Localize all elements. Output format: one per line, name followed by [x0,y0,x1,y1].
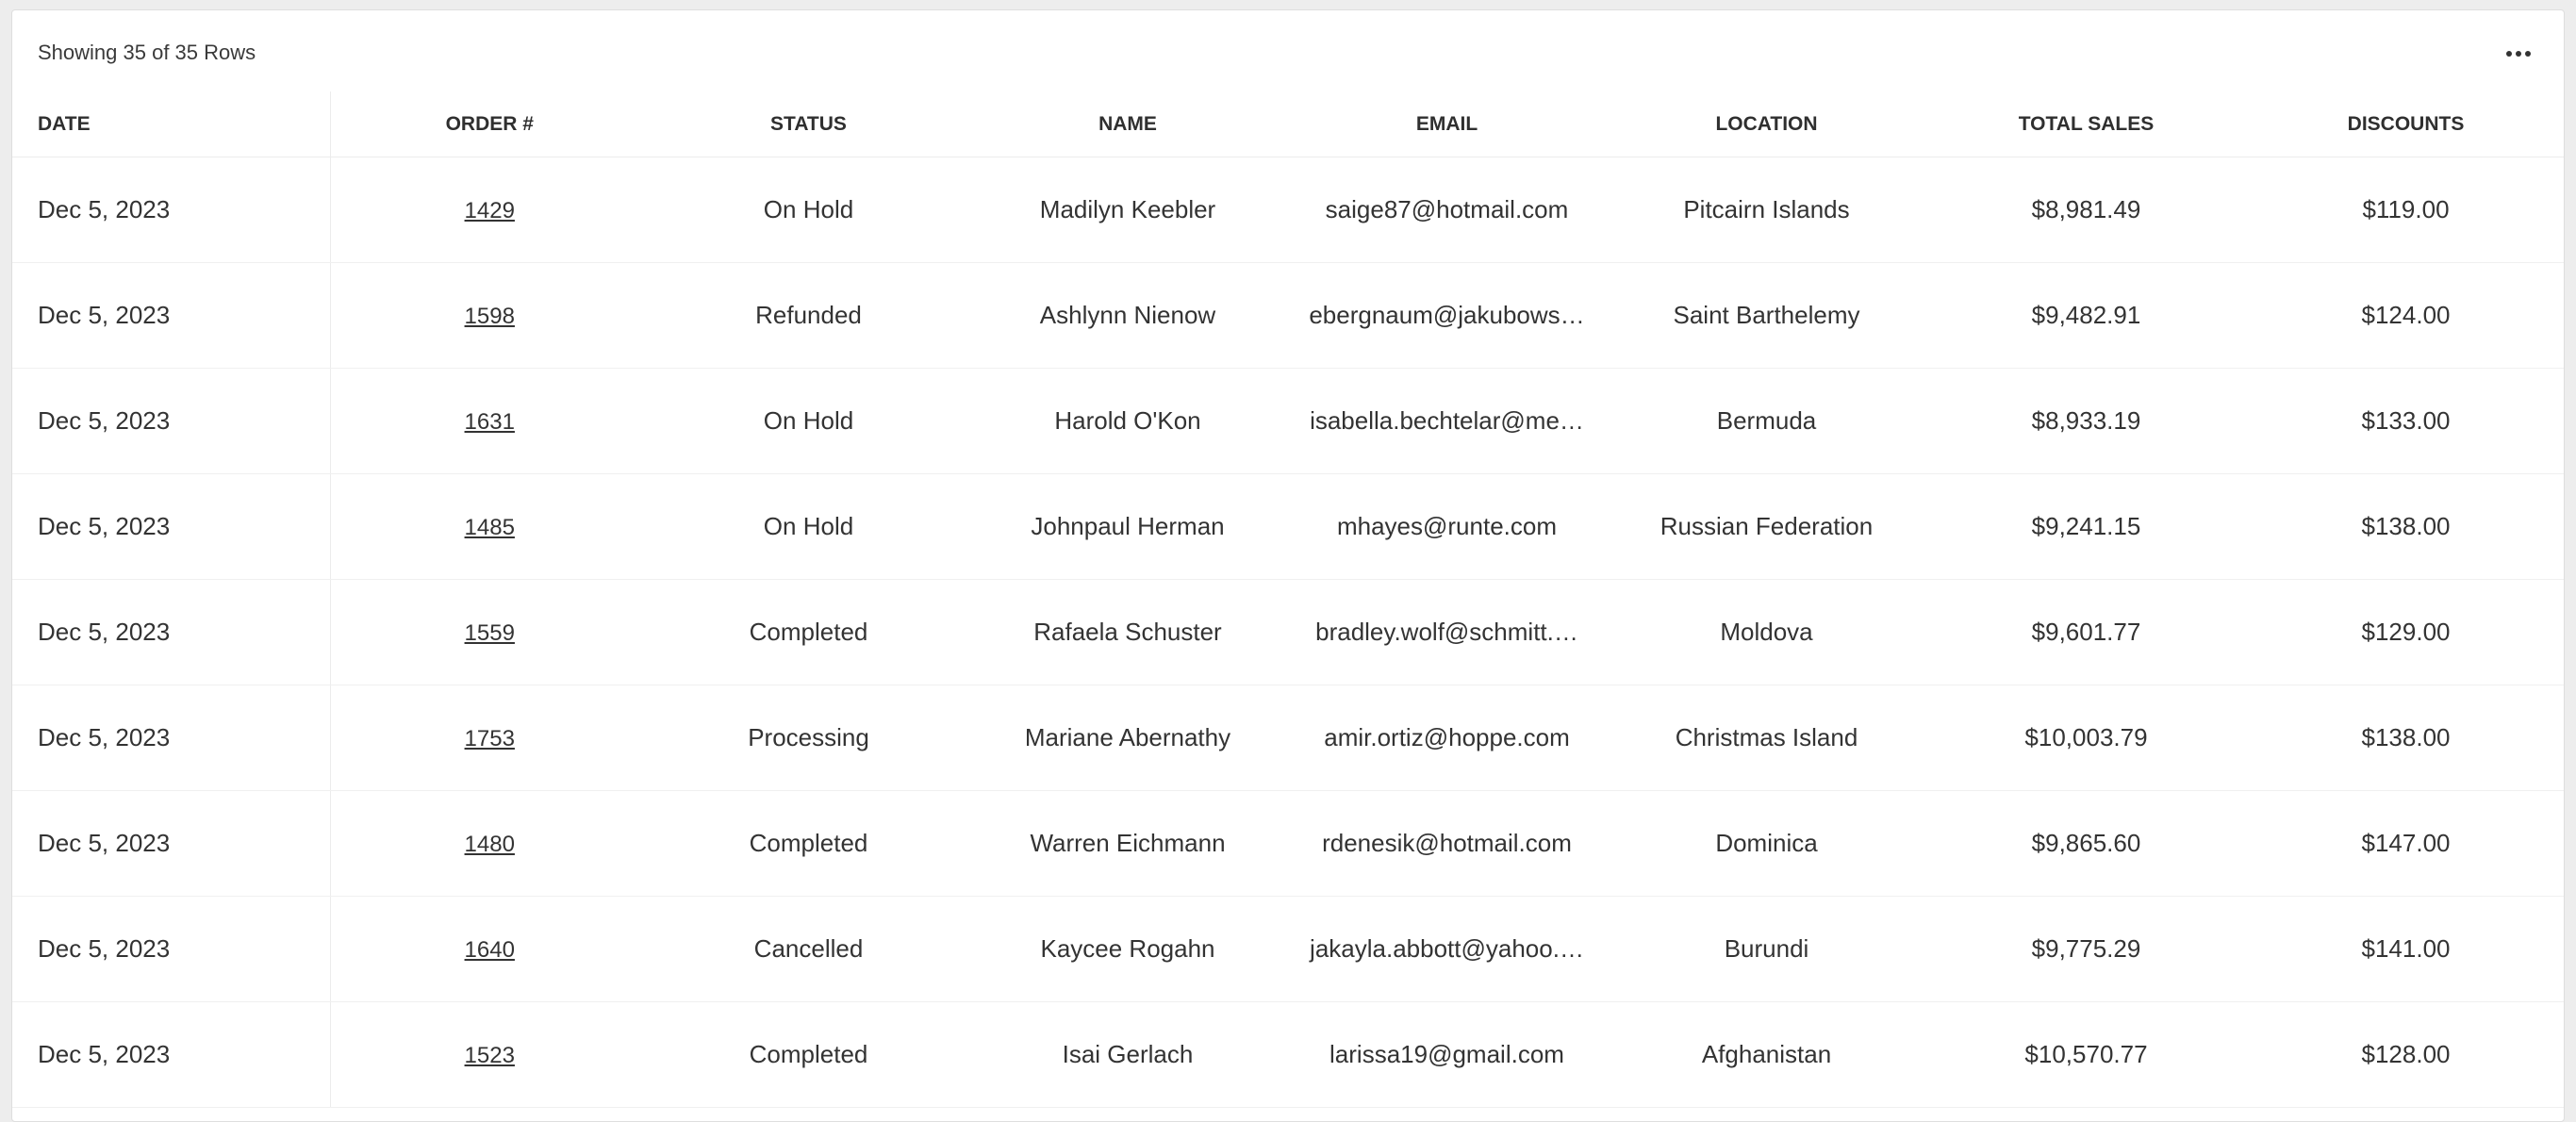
cell-location: Dominica [1607,791,1926,897]
table-body [12,157,2565,1108]
cell-name: Harold O'Kon [968,369,1287,474]
column-header-discounts[interactable]: DISCOUNTS [2246,91,2565,157]
table-row [12,263,2565,369]
cell-status: Cancelled [649,897,968,1002]
cell-total-sales: $9,601.77 [1926,580,2246,685]
cell-name: Johnpaul Herman [968,474,1287,580]
column-header-date[interactable]: DATE [12,91,330,157]
cell-order [330,157,649,263]
cell-status: On Hold [649,157,968,263]
cell-location: Afghanistan [1607,1002,1926,1108]
table-toolbar [12,10,2564,91]
order-number-link[interactable]: 1753 [464,726,515,751]
cell-email: bradley.wolf@schmitt.… [1287,580,1607,685]
cell-email: larissa19@gmail.com [1287,1002,1607,1108]
order-number-link[interactable]: 1598 [464,304,515,329]
table-row [12,685,2565,791]
cell-discounts: $129.00 [2246,580,2565,685]
cell-date: Dec 5, 2023 [12,157,330,263]
cell-name: Madilyn Keebler [968,157,1287,263]
more-options-icon[interactable] [2500,42,2537,65]
cell-location: Pitcairn Islands [1607,157,1926,263]
order-number-link[interactable]: 1523 [464,1043,515,1068]
cell-location: Christmas Island [1607,685,1926,791]
column-header-order[interactable]: ORDER # [330,91,649,157]
orders-table [12,91,2565,1108]
cell-location: Russian Federation [1607,474,1926,580]
cell-order [330,474,649,580]
table-row [12,474,2565,580]
cell-order [330,1002,649,1108]
cell-discounts: $124.00 [2246,263,2565,369]
order-number-link[interactable]: 1480 [464,832,515,857]
cell-total-sales: $10,003.79 [1926,685,2246,791]
cell-email: isabella.bechtelar@me… [1287,369,1607,474]
cell-location: Moldova [1607,580,1926,685]
order-number-link[interactable]: 1640 [464,937,515,963]
cell-status: On Hold [649,474,968,580]
order-number-link[interactable]: 1429 [464,198,515,223]
column-header-email[interactable]: EMAIL [1287,91,1607,157]
column-header-total-sales[interactable]: TOTAL SALES [1926,91,2246,157]
cell-total-sales: $9,482.91 [1926,263,2246,369]
cell-name: Ashlynn Nienow [968,263,1287,369]
cell-location: Bermuda [1607,369,1926,474]
cell-discounts: $147.00 [2246,791,2565,897]
table-row [12,1002,2565,1108]
table-row [12,369,2565,474]
cell-location: Saint Barthelemy [1607,263,1926,369]
cell-date: Dec 5, 2023 [12,580,330,685]
table-row [12,897,2565,1002]
more-dot [2516,51,2521,57]
cell-name: Kaycee Rogahn [968,897,1287,1002]
order-number-link[interactable]: 1485 [464,515,515,540]
more-dot [2506,51,2512,57]
cell-email: mhayes@runte.com [1287,474,1607,580]
cell-total-sales: $8,981.49 [1926,157,2246,263]
cell-email: rdenesik@hotmail.com [1287,791,1607,897]
cell-name: Warren Eichmann [968,791,1287,897]
cell-email: amir.ortiz@hoppe.com [1287,685,1607,791]
cell-discounts: $133.00 [2246,369,2565,474]
order-number-link[interactable]: 1631 [464,409,515,435]
cell-discounts: $138.00 [2246,474,2565,580]
cell-date: Dec 5, 2023 [12,1002,330,1108]
cell-status: Refunded [649,263,968,369]
more-dot [2525,51,2531,57]
cell-total-sales: $9,865.60 [1926,791,2246,897]
cell-date: Dec 5, 2023 [12,897,330,1002]
cell-status: Completed [649,1002,968,1108]
cell-order [330,685,649,791]
cell-status: Completed [649,791,968,897]
cell-email: saige87@hotmail.com [1287,157,1607,263]
cell-location: Burundi [1607,897,1926,1002]
column-header-location[interactable]: LOCATION [1607,91,1926,157]
cell-date: Dec 5, 2023 [12,369,330,474]
cell-order [330,580,649,685]
column-header-status[interactable]: STATUS [649,91,968,157]
cell-status: Completed [649,580,968,685]
orders-table-card [11,9,2565,1122]
table-row [12,791,2565,897]
cell-name: Mariane Abernathy [968,685,1287,791]
cell-discounts: $141.00 [2246,897,2565,1002]
cell-name: Isai Gerlach [968,1002,1287,1108]
order-number-link[interactable]: 1559 [464,620,515,646]
cell-discounts: $138.00 [2246,685,2565,791]
cell-date: Dec 5, 2023 [12,685,330,791]
cell-order [330,897,649,1002]
cell-total-sales: $8,933.19 [1926,369,2246,474]
cell-discounts: $128.00 [2246,1002,2565,1108]
table-header-row [12,91,2565,157]
cell-name: Rafaela Schuster [968,580,1287,685]
cell-date: Dec 5, 2023 [12,791,330,897]
cell-status: Processing [649,685,968,791]
cell-email: ebergnaum@jakubows… [1287,263,1607,369]
cell-total-sales: $10,570.77 [1926,1002,2246,1108]
table-row [12,580,2565,685]
column-header-name[interactable]: NAME [968,91,1287,157]
cell-email: jakayla.abbott@yahoo.… [1287,897,1607,1002]
table-row [12,157,2565,263]
cell-discounts: $119.00 [2246,157,2565,263]
cell-order [330,791,649,897]
cell-order [330,369,649,474]
cell-date: Dec 5, 2023 [12,263,330,369]
cell-total-sales: $9,775.29 [1926,897,2246,1002]
row-count-label: Showing 35 of 35 Rows [38,41,256,64]
cell-total-sales: $9,241.15 [1926,474,2246,580]
cell-status: On Hold [649,369,968,474]
cell-date: Dec 5, 2023 [12,474,330,580]
cell-order [330,263,649,369]
